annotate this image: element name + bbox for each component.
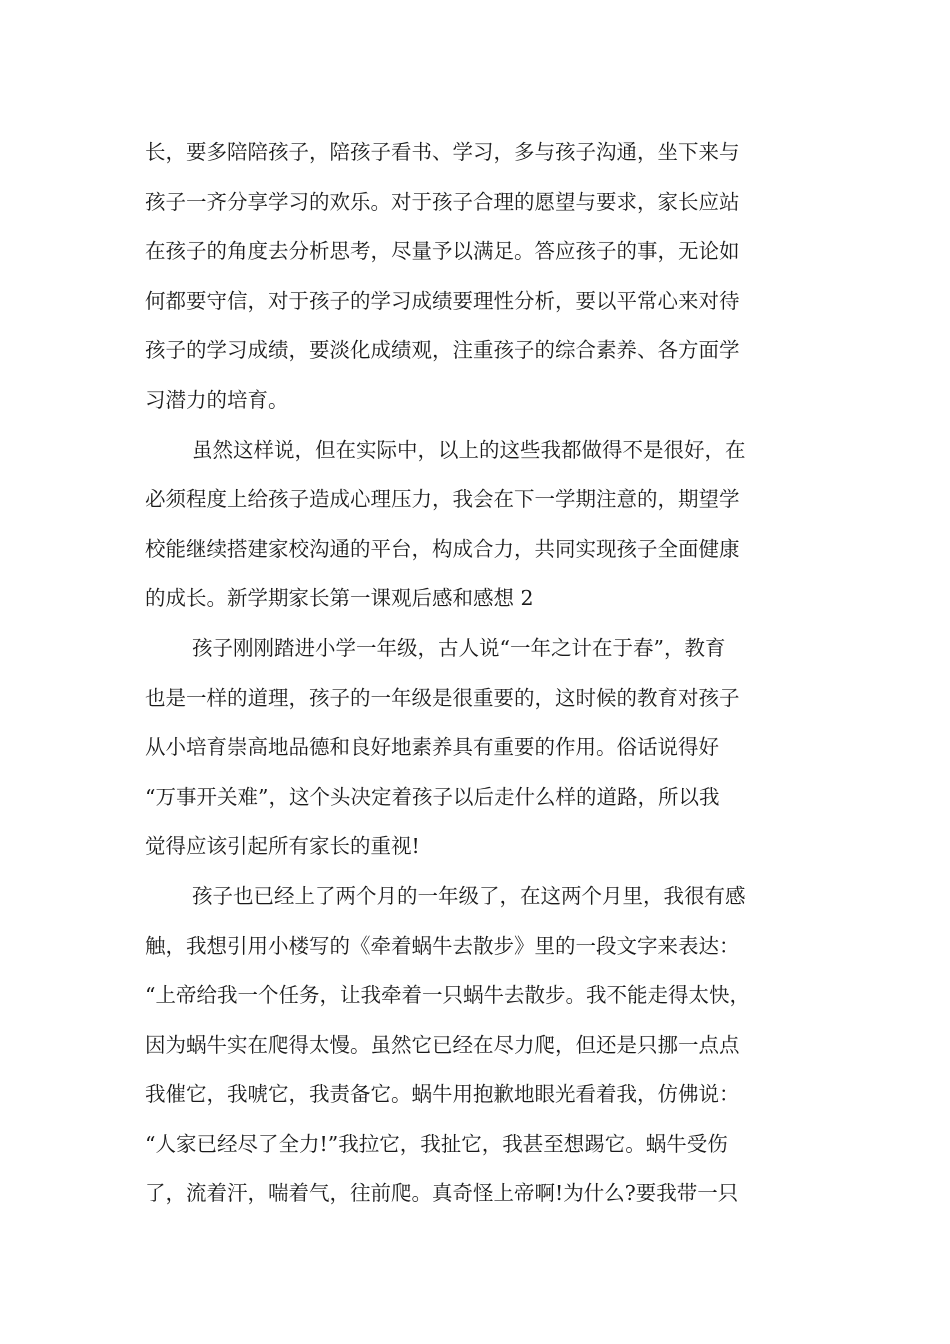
text-line: 必须程度上给孩子造成心理压力，我会在下一学期注意的，期望学 [145, 487, 740, 512]
text-line: “人家已经尽了全力!”我拉它，我扯它，我甚至想踢它。蜗牛受伤 [145, 1131, 728, 1156]
text-line: 孩子的学习成绩，要淡化成绩观，注重孩子的综合素养、各方面学 [145, 338, 740, 363]
text-line: 了，流着汗，喘着气，往前爬。真奇怪上帝啊!为什么?要我带一只 [145, 1181, 739, 1206]
text-line: 习潜力的培育。 [145, 387, 289, 412]
text-line: 校能继续搭建家校沟通的平台，构成合力，共同实现孩子全面健康 [145, 536, 740, 561]
paragraph-first-line: 虽然这样说，但在实际中，以上的这些我都做得不是很好，在 [192, 437, 746, 462]
body-text [145, 128, 810, 1219]
text-line: 的成长。新学期家长第一课观后感和感想 2 [145, 586, 534, 611]
text-line: 觉得应该引起所有家长的重视! [145, 834, 420, 859]
text-line: 何都要守信，对于孩子的学习成绩要理性分析，要以平常心来对待 [145, 288, 740, 313]
text-line: “万事开关难”，这个头决定着孩子以后走什么样的道路，所以我 [145, 784, 720, 809]
text-line: 孩子一齐分享学习的欢乐。对于孩子合理的愿望与要求，家长应站 [145, 189, 740, 214]
text-line: 长，要多陪陪孩子，陪孩子看书、学习，多与孩子沟通，坐下来与 [145, 140, 740, 164]
text-line: 从小培育崇高地品德和良好地素养具有重要的作用。俗话说得好 [145, 735, 719, 760]
text-line: 触，我想引用小楼写的《牵着蜗牛去散步》里的一段文字来表达： [145, 933, 740, 958]
text-line: “上帝给我一个任务，让我牵着一只蜗牛去散步。我不能走得太快， [145, 983, 750, 1008]
text-line: 我催它，我唬它，我责备它。蜗牛用抱歉地眼光看着我，仿佛说： [145, 1082, 740, 1107]
text-line: 在孩子的角度去分析思考，尽量予以满足。答应孩子的事，无论如 [145, 239, 740, 264]
text-line: 也是一样的道理，孩子的一年级是很重要的，这时候的教育对孩子 [145, 685, 740, 710]
text-line: 因为蜗牛实在爬得太慢。虽然它已经在尽力爬，但还是只挪一点点 [145, 1032, 740, 1057]
paragraph-first-line: 孩子刚刚踏进小学一年级，古人说“一年之计在于春”，教育 [192, 635, 726, 660]
paragraph-first-line: 孩子也已经上了两个月的一年级了，在这两个月里，我很有感 [192, 883, 746, 908]
